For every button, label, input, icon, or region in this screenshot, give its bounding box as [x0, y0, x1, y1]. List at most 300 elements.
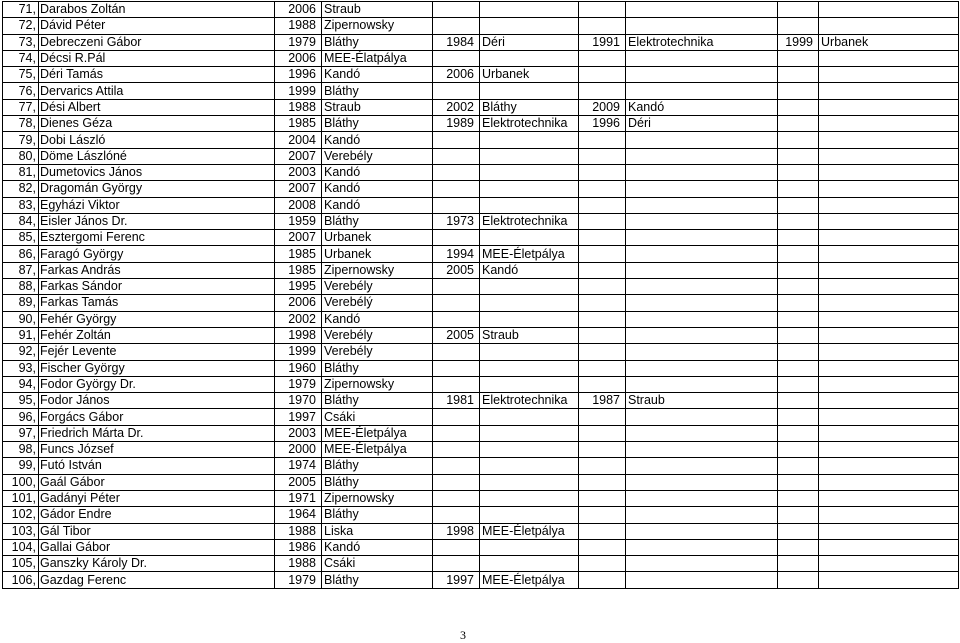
award-name-4: [819, 132, 959, 148]
award-year-3: [579, 181, 626, 197]
row-number: 97,: [3, 425, 39, 441]
award-year-2: [433, 230, 480, 246]
award-year-4: [778, 50, 819, 66]
award-name-2: MEE-Életpálya: [480, 246, 579, 262]
award-name-2: [480, 556, 579, 572]
award-year-4: [778, 458, 819, 474]
person-name: Fodor János: [39, 393, 275, 409]
award-year-3: [579, 197, 626, 213]
award-name-2: [480, 344, 579, 360]
award-name-4: [819, 83, 959, 99]
row-number: 92,: [3, 344, 39, 360]
award-name-2: [480, 442, 579, 458]
award-name-1: Zipernowsky: [322, 376, 433, 392]
award-name-1: Straub: [322, 2, 433, 18]
row-number: 88,: [3, 279, 39, 295]
person-name: Dienes Géza: [39, 116, 275, 132]
award-year-1: 1960: [275, 360, 322, 376]
award-name-4: [819, 279, 959, 295]
award-year-4: [778, 572, 819, 588]
award-name-3: [626, 572, 778, 588]
row-number: 76,: [3, 83, 39, 99]
award-year-4: [778, 246, 819, 262]
award-name-3: [626, 262, 778, 278]
award-year-3: [579, 572, 626, 588]
row-number: 89,: [3, 295, 39, 311]
row-number: 94,: [3, 376, 39, 392]
award-year-2: [433, 18, 480, 34]
row-number: 78,: [3, 116, 39, 132]
award-year-1: 2007: [275, 148, 322, 164]
award-name-3: [626, 523, 778, 539]
award-name-1: Kandó: [322, 539, 433, 555]
award-year-1: 2004: [275, 132, 322, 148]
award-name-1: Kandó: [322, 164, 433, 180]
table-row: [3, 148, 959, 164]
person-name: Déri Tamás: [39, 67, 275, 83]
award-year-3: [579, 490, 626, 506]
award-year-4: [778, 523, 819, 539]
award-year-1: 1988: [275, 556, 322, 572]
table-row: [3, 164, 959, 180]
award-year-2: [433, 132, 480, 148]
award-year-1: 1979: [275, 572, 322, 588]
award-name-3: Déri: [626, 116, 778, 132]
award-year-1: 1988: [275, 523, 322, 539]
award-year-1: 1970: [275, 393, 322, 409]
award-name-4: [819, 425, 959, 441]
award-year-4: [778, 360, 819, 376]
award-year-1: 1999: [275, 344, 322, 360]
award-name-2: [480, 148, 579, 164]
award-year-3: [579, 458, 626, 474]
row-number: 71,: [3, 2, 39, 18]
person-name: Funcs József: [39, 442, 275, 458]
award-year-4: [778, 2, 819, 18]
award-year-2: [433, 556, 480, 572]
award-name-3: [626, 246, 778, 262]
award-year-4: [778, 344, 819, 360]
award-year-4: [778, 279, 819, 295]
awards-table-body: [3, 2, 959, 589]
award-name-4: [819, 376, 959, 392]
award-name-4: [819, 148, 959, 164]
award-name-3: [626, 409, 778, 425]
award-year-2: [433, 164, 480, 180]
award-name-4: [819, 295, 959, 311]
row-number: 84,: [3, 213, 39, 229]
award-name-1: MEE-Életpálya: [322, 442, 433, 458]
award-name-2: [480, 376, 579, 392]
award-year-4: [778, 425, 819, 441]
table-row: [3, 376, 959, 392]
row-number: 82,: [3, 181, 39, 197]
award-year-3: [579, 344, 626, 360]
table-row: [3, 246, 959, 262]
award-year-4: [778, 490, 819, 506]
award-name-4: [819, 230, 959, 246]
person-name: Gál Tibor: [39, 523, 275, 539]
award-year-2: [433, 507, 480, 523]
award-name-1: Csáki: [322, 409, 433, 425]
award-year-2: [433, 295, 480, 311]
award-name-2: [480, 311, 579, 327]
award-name-4: [819, 181, 959, 197]
award-year-1: 2003: [275, 164, 322, 180]
award-year-2: [433, 360, 480, 376]
person-name: Friedrich Márta Dr.: [39, 425, 275, 441]
award-name-2: MEE-Életpálya: [480, 523, 579, 539]
award-year-2: 1984: [433, 34, 480, 50]
award-year-4: [778, 327, 819, 343]
award-name-2: [480, 164, 579, 180]
award-year-3: [579, 327, 626, 343]
award-name-1: Kandó: [322, 311, 433, 327]
award-year-4: [778, 67, 819, 83]
award-name-2: [480, 197, 579, 213]
award-name-4: [819, 474, 959, 490]
award-year-2: 2006: [433, 67, 480, 83]
person-name: Debreczeni Gábor: [39, 34, 275, 50]
person-name: Dési Albert: [39, 99, 275, 115]
person-name: Farkas Sándor: [39, 279, 275, 295]
award-year-3: [579, 556, 626, 572]
person-name: Gallai Gábor: [39, 539, 275, 555]
award-name-2: Straub: [480, 327, 579, 343]
award-name-2: [480, 295, 579, 311]
award-name-2: [480, 181, 579, 197]
table-row: [3, 409, 959, 425]
person-name: Fodor György Dr.: [39, 376, 275, 392]
award-name-1: Bláthy: [322, 572, 433, 588]
award-name-3: Straub: [626, 393, 778, 409]
table-row: [3, 474, 959, 490]
award-name-4: [819, 442, 959, 458]
award-name-4: [819, 539, 959, 555]
award-name-4: [819, 99, 959, 115]
award-name-4: [819, 327, 959, 343]
award-name-2: [480, 279, 579, 295]
award-name-2: [480, 230, 579, 246]
award-name-4: [819, 572, 959, 588]
awards-table: [2, 1, 959, 589]
award-year-1: 1985: [275, 246, 322, 262]
table-row: [3, 311, 959, 327]
table-row: [3, 99, 959, 115]
award-year-4: [778, 181, 819, 197]
award-year-4: [778, 393, 819, 409]
award-year-2: [433, 279, 480, 295]
row-number: 79,: [3, 132, 39, 148]
award-year-1: 2006: [275, 2, 322, 18]
award-name-3: [626, 181, 778, 197]
award-name-4: [819, 458, 959, 474]
award-year-3: [579, 18, 626, 34]
person-name: Fischer György: [39, 360, 275, 376]
row-number: 98,: [3, 442, 39, 458]
award-name-3: [626, 539, 778, 555]
person-name: Gaál Gábor: [39, 474, 275, 490]
table-row: [3, 523, 959, 539]
award-year-4: [778, 409, 819, 425]
award-name-2: [480, 50, 579, 66]
award-year-1: 2006: [275, 295, 322, 311]
award-year-2: [433, 311, 480, 327]
page-number: 3: [460, 628, 466, 642]
row-number: 90,: [3, 311, 39, 327]
award-name-3: Elektrotechnika: [626, 34, 778, 50]
award-name-3: [626, 311, 778, 327]
award-name-4: [819, 507, 959, 523]
award-year-4: [778, 116, 819, 132]
award-year-2: [433, 425, 480, 441]
table-row: [3, 34, 959, 50]
table-row: [3, 442, 959, 458]
award-name-3: [626, 197, 778, 213]
row-number: 96,: [3, 409, 39, 425]
person-name: Dumetovics János: [39, 164, 275, 180]
award-name-3: [626, 83, 778, 99]
award-year-4: 1999: [778, 34, 819, 50]
row-number: 99,: [3, 458, 39, 474]
table-row: [3, 490, 959, 506]
award-name-3: [626, 376, 778, 392]
table-row: [3, 132, 959, 148]
award-year-3: [579, 132, 626, 148]
award-name-4: [819, 393, 959, 409]
table-row: [3, 425, 959, 441]
award-name-2: Kandó: [480, 262, 579, 278]
award-year-3: [579, 83, 626, 99]
table-row: [3, 393, 959, 409]
award-name-3: [626, 490, 778, 506]
award-year-1: 2003: [275, 425, 322, 441]
award-year-3: [579, 311, 626, 327]
award-name-3: [626, 344, 778, 360]
person-name: Eisler János Dr.: [39, 213, 275, 229]
award-year-1: 2007: [275, 230, 322, 246]
award-name-3: [626, 360, 778, 376]
table-row: [3, 18, 959, 34]
table-row: [3, 197, 959, 213]
award-name-3: [626, 295, 778, 311]
person-name: Döme Lászlóné: [39, 148, 275, 164]
award-name-1: Zipernowsky: [322, 490, 433, 506]
row-number: 103,: [3, 523, 39, 539]
award-name-3: [626, 164, 778, 180]
award-name-2: [480, 490, 579, 506]
row-number: 104,: [3, 539, 39, 555]
award-year-3: 2009: [579, 99, 626, 115]
award-name-2: [480, 132, 579, 148]
award-name-1: Liska: [322, 523, 433, 539]
award-name-3: [626, 230, 778, 246]
award-year-1: 2008: [275, 197, 322, 213]
award-year-1: 1971: [275, 490, 322, 506]
award-name-3: [626, 556, 778, 572]
award-year-3: [579, 523, 626, 539]
award-year-4: [778, 539, 819, 555]
award-name-1: Urbanek: [322, 230, 433, 246]
award-name-3: [626, 67, 778, 83]
award-name-1: Urbanek: [322, 246, 433, 262]
award-year-3: [579, 409, 626, 425]
person-name: Dávid Péter: [39, 18, 275, 34]
award-name-2: Déri: [480, 34, 579, 50]
award-name-2: Elektrotechnika: [480, 213, 579, 229]
table-row: [3, 507, 959, 523]
award-name-1: Verebély: [322, 279, 433, 295]
award-year-3: [579, 474, 626, 490]
award-name-3: [626, 425, 778, 441]
award-year-1: 2002: [275, 311, 322, 327]
row-number: 95,: [3, 393, 39, 409]
award-year-4: [778, 262, 819, 278]
award-name-1: Bláthy: [322, 474, 433, 490]
table-row: [3, 556, 959, 572]
award-name-2: Urbanek: [480, 67, 579, 83]
award-year-3: [579, 539, 626, 555]
award-year-4: [778, 213, 819, 229]
person-name: Fejér Levente: [39, 344, 275, 360]
person-name: Futó István: [39, 458, 275, 474]
award-year-3: [579, 230, 626, 246]
award-name-3: [626, 458, 778, 474]
award-year-1: 1964: [275, 507, 322, 523]
award-year-3: 1987: [579, 393, 626, 409]
person-name: Forgács Gábor: [39, 409, 275, 425]
row-number: 93,: [3, 360, 39, 376]
row-number: 106,: [3, 572, 39, 588]
award-year-2: [433, 490, 480, 506]
award-year-2: [433, 474, 480, 490]
award-name-1: MEE-Élatpálya: [322, 50, 433, 66]
award-name-4: [819, 164, 959, 180]
award-name-4: [819, 50, 959, 66]
award-name-1: Verebélý: [322, 295, 433, 311]
award-year-2: [433, 409, 480, 425]
award-name-4: [819, 523, 959, 539]
award-name-2: [480, 458, 579, 474]
table-row: [3, 116, 959, 132]
person-name: Darabos Zoltán: [39, 2, 275, 18]
award-name-2: [480, 2, 579, 18]
award-name-1: Bláthy: [322, 213, 433, 229]
award-year-4: [778, 230, 819, 246]
award-year-4: [778, 99, 819, 115]
award-year-3: [579, 442, 626, 458]
award-name-1: Bláthy: [322, 83, 433, 99]
award-year-2: [433, 2, 480, 18]
row-number: 80,: [3, 148, 39, 164]
row-number: 74,: [3, 50, 39, 66]
table-row: [3, 50, 959, 66]
person-name: Gazdag Ferenc: [39, 572, 275, 588]
award-year-1: 1995: [275, 279, 322, 295]
award-year-4: [778, 164, 819, 180]
award-year-2: [433, 148, 480, 164]
award-name-2: [480, 474, 579, 490]
table-row: [3, 279, 959, 295]
award-name-1: Kandó: [322, 181, 433, 197]
award-name-1: MEE-Életpálya: [322, 425, 433, 441]
person-name: Egyházi Viktor: [39, 197, 275, 213]
person-name: Farkas András: [39, 262, 275, 278]
award-year-4: [778, 83, 819, 99]
award-year-2: 2005: [433, 327, 480, 343]
award-name-4: [819, 490, 959, 506]
person-name: Fehér György: [39, 311, 275, 327]
award-year-3: 1991: [579, 34, 626, 50]
award-year-1: 1986: [275, 539, 322, 555]
award-year-1: 1979: [275, 34, 322, 50]
person-name: Gádor Endre: [39, 507, 275, 523]
table-row: [3, 213, 959, 229]
award-year-1: 2000: [275, 442, 322, 458]
award-name-4: [819, 344, 959, 360]
row-number: 73,: [3, 34, 39, 50]
person-name: Dragomán György: [39, 181, 275, 197]
award-name-4: [819, 213, 959, 229]
award-year-1: 1996: [275, 67, 322, 83]
award-year-2: [433, 344, 480, 360]
award-year-1: 1979: [275, 376, 322, 392]
person-name: Fehér Zoltán: [39, 327, 275, 343]
person-name: Esztergomi Ferenc: [39, 230, 275, 246]
award-year-2: 1998: [433, 523, 480, 539]
award-year-1: 1999: [275, 83, 322, 99]
award-name-4: [819, 67, 959, 83]
award-name-3: [626, 148, 778, 164]
award-year-2: [433, 83, 480, 99]
table-row: [3, 230, 959, 246]
award-year-1: 1988: [275, 18, 322, 34]
award-year-4: [778, 507, 819, 523]
award-year-2: [433, 50, 480, 66]
award-name-4: [819, 246, 959, 262]
award-year-3: [579, 50, 626, 66]
award-year-4: [778, 376, 819, 392]
row-number: 85,: [3, 230, 39, 246]
award-name-3: [626, 442, 778, 458]
award-year-2: [433, 181, 480, 197]
award-name-4: Urbanek: [819, 34, 959, 50]
award-year-4: [778, 474, 819, 490]
award-year-3: [579, 507, 626, 523]
award-year-4: [778, 442, 819, 458]
award-year-2: 1994: [433, 246, 480, 262]
award-year-1: 2005: [275, 474, 322, 490]
award-year-4: [778, 132, 819, 148]
award-name-3: Kandó: [626, 99, 778, 115]
award-year-2: 1997: [433, 572, 480, 588]
award-year-2: 1973: [433, 213, 480, 229]
award-year-3: [579, 376, 626, 392]
table-row: [3, 572, 959, 588]
award-name-4: [819, 262, 959, 278]
person-name: Farkas Tamás: [39, 295, 275, 311]
award-name-1: Bláthy: [322, 458, 433, 474]
award-name-3: [626, 474, 778, 490]
award-name-2: [480, 425, 579, 441]
award-name-1: Verebély: [322, 344, 433, 360]
award-name-1: Bláthy: [322, 507, 433, 523]
table-row: [3, 458, 959, 474]
award-name-2: Bláthy: [480, 99, 579, 115]
award-name-1: Kandó: [322, 197, 433, 213]
award-name-1: Bláthy: [322, 360, 433, 376]
award-year-4: [778, 311, 819, 327]
